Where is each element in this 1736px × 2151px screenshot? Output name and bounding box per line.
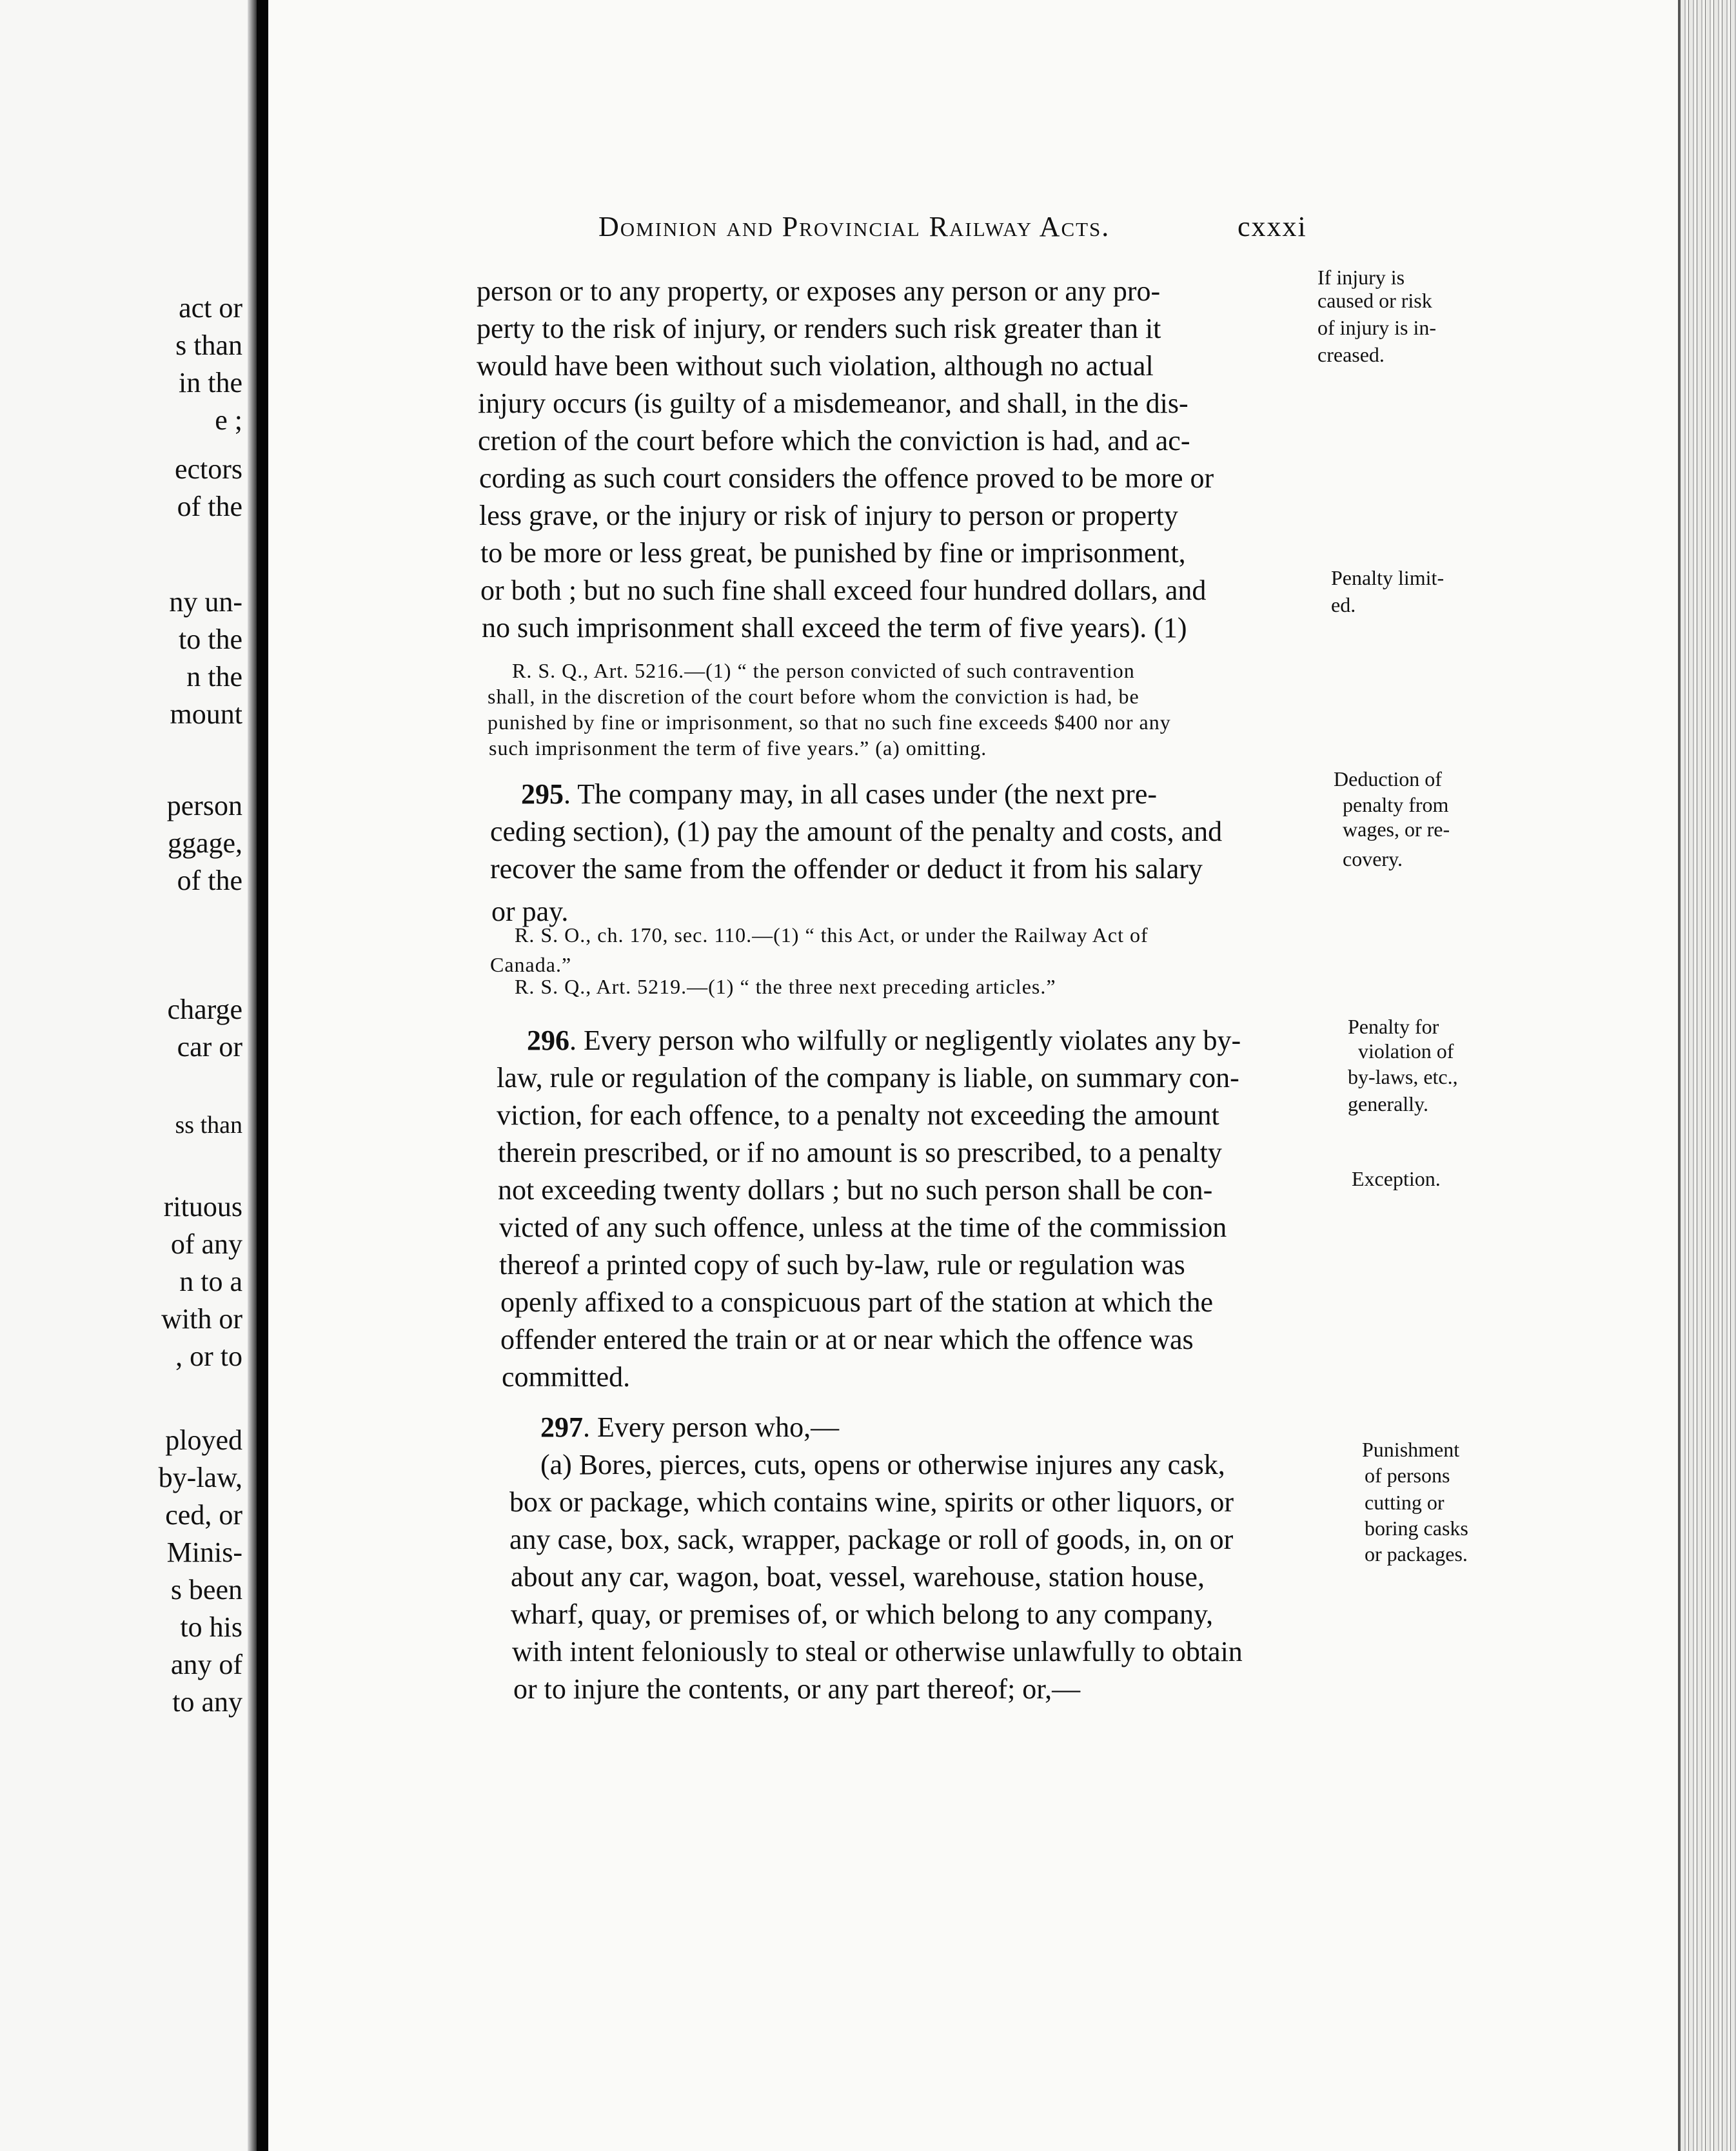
left-page-text-fragment: to any: [172, 1686, 242, 1718]
body-line: box or package, which contains wine, spirits or other liquors, or: [509, 1486, 1234, 1518]
sidenote-line: Penalty limit-: [1331, 566, 1445, 589]
body-line: or both ; but no such fine shall exceed four hundred dollars, and: [480, 575, 1207, 606]
sidenote-line: caused or risk: [1317, 289, 1432, 312]
note-line: R. S. Q., Art. 5216.—(1) “ the person convicted of such contravention: [512, 659, 1135, 682]
sidenote-line: or packages.: [1365, 1542, 1468, 1566]
sidenote-line: covery.: [1343, 847, 1403, 870]
sidenote-line: of persons: [1365, 1464, 1450, 1487]
left-page-text-fragment: any of: [170, 1649, 242, 1680]
left-page-text-fragment: n to a: [179, 1266, 242, 1297]
section-295-line: 295. The company may, in all cases under (the next pre-: [521, 778, 1158, 810]
sidenote-line: boring casks: [1365, 1517, 1468, 1540]
right-page: [268, 0, 1736, 2151]
page-gutter-shadow: [248, 0, 257, 2151]
left-page-text-fragment: e ;: [215, 404, 242, 436]
body-line: injury occurs (is guilty of a misdemeanor, and shall, in the dis-: [478, 388, 1189, 419]
book-gutter: [257, 0, 268, 2151]
note-line: shall, in the discretion of the court before whom the conviction is had, be: [488, 685, 1139, 708]
body-line: cording as such court considers the offence proved to be more or: [479, 462, 1214, 494]
section-number: 296: [527, 1025, 569, 1056]
left-page-text-fragment: car or: [177, 1031, 242, 1063]
sidenote-line: Deduction of: [1334, 767, 1442, 791]
sidenote-line: violation of: [1358, 1039, 1454, 1063]
body-line: (a) Bores, pierces, cuts, opens or otherwise injures any cask,: [540, 1449, 1225, 1480]
body-line: no such imprisonment shall exceed the term of five years). (1): [482, 612, 1187, 643]
left-page-text-fragment: Minis-: [166, 1537, 242, 1568]
left-page-text-fragment: ectors: [174, 453, 242, 485]
body-line: person or to any property, or exposes any person or any pro-: [477, 275, 1161, 307]
body-line: not exceeding twenty dollars ; but no such person shall be con-: [498, 1174, 1213, 1206]
left-page-text-fragment: of the: [177, 491, 242, 522]
left-page-text-fragment: ss than: [175, 1112, 242, 1139]
note-line: Canada.”: [490, 953, 572, 976]
left-page-text-fragment: ployed: [165, 1424, 242, 1456]
left-page-text-fragment: s than: [175, 329, 242, 361]
left-page-text-fragment: s been: [170, 1574, 242, 1606]
left-page-text-fragment: ggage,: [167, 827, 242, 859]
left-page-text-fragment: to his: [180, 1611, 242, 1643]
sidenote-line: cutting or: [1365, 1491, 1445, 1514]
sidenote-line: Exception.: [1352, 1167, 1441, 1190]
sidenote-line: ed.: [1331, 593, 1356, 616]
left-page-text-fragment: to the: [179, 624, 242, 655]
sidenote-line: penalty from: [1343, 793, 1449, 816]
body-line: less grave, or the injury or risk of injury to person or property: [479, 500, 1178, 531]
body-line: ceding section), (1) pay the amount of the penalty and costs, and: [490, 816, 1223, 847]
left-page-text-fragment: n the: [186, 661, 242, 692]
body-line: recover the same from the offender or deduct it from his salary: [490, 853, 1203, 885]
sidenote-line: creased.: [1317, 343, 1385, 366]
running-title: Dominion and Provincial Railway Acts.: [598, 211, 1110, 242]
note-line: R. S. Q., Art. 5219.—(1) “ the three next preceding articles.”: [515, 975, 1056, 998]
body-line: therein prescribed, or if no amount is so prescribed, to a penalty: [498, 1137, 1222, 1168]
body-line: openly affixed to a conspicuous part of the station at which the: [500, 1286, 1214, 1318]
left-page-text-fragment: with or: [161, 1303, 242, 1335]
left-page-text-fragment: by-law,: [158, 1462, 242, 1493]
sidenote-line: Penalty for: [1348, 1015, 1439, 1038]
sidenote-line: of injury is in-: [1317, 316, 1436, 339]
left-page-text-fragment: in the: [179, 367, 242, 398]
left-page-text-fragment: charge: [167, 994, 242, 1025]
body-line: wharf, quay, or premises of, or which belong to any company,: [511, 1598, 1214, 1630]
body-line: about any car, wagon, boat, vessel, warehouse, station house,: [511, 1561, 1205, 1593]
left-page-text-fragment: , or to: [175, 1341, 242, 1372]
body-line: cretion of the court before which the conviction is had, and ac-: [478, 425, 1190, 457]
left-page-text-fragment: mount: [170, 698, 242, 730]
page-stack-edges: [1681, 0, 1736, 2151]
left-page-text-fragment: of any: [170, 1228, 242, 1260]
section-number: 297: [540, 1411, 583, 1443]
section-number: 295: [521, 778, 564, 810]
body-line: thereof a printed copy of such by-law, rule or regulation was: [499, 1249, 1185, 1281]
left-page-text-fragment: of the: [177, 865, 242, 896]
body-line: with intent feloniously to steal or otherwise unlawfully to obtain: [512, 1636, 1243, 1667]
note-line: R. S. O., ch. 170, sec. 110.—(1) “ this Act, or under the Railway Act of: [515, 923, 1149, 947]
left-page-text-fragment: act or: [179, 292, 242, 324]
sidenote-line: by-laws, etc.,: [1348, 1065, 1458, 1088]
page-number: cxxxi: [1238, 211, 1307, 242]
body-line: viction, for each offence, to a penalty not exceeding the amount: [497, 1099, 1219, 1131]
body-line: perty to the risk of injury, or renders such risk greater than it: [477, 313, 1161, 344]
body-line: offender entered the train or at or near which the offence was: [500, 1324, 1194, 1355]
body-line: any case, box, sack, wrapper, package or roll of goods, in, on or: [509, 1524, 1234, 1555]
sidenote-line: wages, or re-: [1343, 818, 1450, 841]
sidenote-line: Punishment: [1362, 1438, 1460, 1461]
left-page-text-fragment: rituous: [163, 1191, 242, 1223]
section-297-line: 297. Every person who,—: [540, 1411, 840, 1443]
body-line: victed of any such offence, unless at the time of the commission: [499, 1212, 1227, 1243]
sidenote-line: If injury is: [1317, 266, 1405, 289]
left-page: [0, 0, 257, 2151]
left-page-text-fragment: ced, or: [165, 1499, 242, 1531]
body-line: committed.: [502, 1361, 631, 1393]
left-page-text-fragment: ny un-: [169, 586, 242, 618]
body-line: to be more or less great, be punished by fine or imprisonment,: [480, 537, 1186, 569]
note-line: such imprisonment the term of five years.” (a) omitting.: [489, 736, 987, 760]
section-296-line: 296. Every person who wilfully or negligently violates any by-: [527, 1025, 1241, 1056]
note-line: punished by fine or imprisonment, so that no such fine exceeds $400 nor any: [488, 711, 1171, 734]
body-line: would have been without such violation, although no actual: [477, 350, 1154, 382]
body-line: or to injure the contents, or any part thereof; or,—: [513, 1673, 1081, 1705]
body-line: law, rule or regulation of the company is liable, on summary con-: [497, 1062, 1239, 1094]
body-line: or pay.: [491, 896, 569, 927]
left-page-text-fragment: person: [166, 790, 242, 821]
sidenote-line: generally.: [1348, 1092, 1428, 1115]
